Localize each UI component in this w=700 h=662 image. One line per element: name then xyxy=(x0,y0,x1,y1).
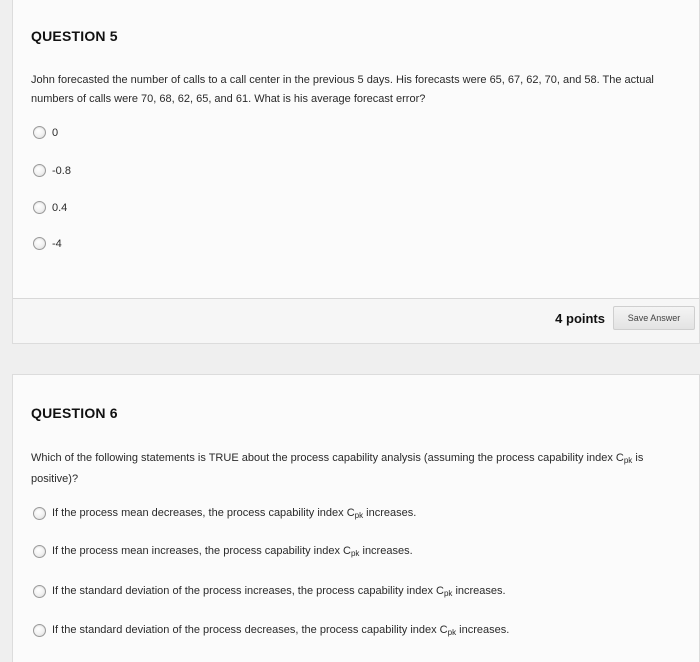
radio-button[interactable] xyxy=(33,237,46,250)
q6-option-1-label: If the process mean decreases, the process capability index $C_{pk}$ increases. xyxy=(52,507,417,520)
question-5-text: John forecasted the number of calls to a call center in the previous 5 days. His forecasts were 65, 67, 62, 70, and 58. The actual numbers of calls were 70, 68, 62, 65, and 61. What is his average forecast error? xyxy=(31,74,654,105)
radio-button[interactable] xyxy=(33,201,46,214)
question-6-text-end: is positive)? xyxy=(31,452,644,485)
question-6-title: QUESTION 6 xyxy=(31,405,118,421)
q5-option-1-label: 0 xyxy=(52,126,59,139)
q6-option-2-label: If the process mean increases, the process capability index $C_{pk}$ increases. xyxy=(52,545,413,558)
q6-option-3-label: If the standard deviation of the process increases, the process capability index $C_{pk}$ increases. xyxy=(52,585,506,598)
radio-button[interactable] xyxy=(33,545,46,558)
q5-option-4-label: -4 xyxy=(52,237,62,250)
q5-option-1[interactable] xyxy=(33,126,58,139)
q5-option-3[interactable] xyxy=(33,201,67,214)
q6-option-1[interactable] xyxy=(33,507,416,520)
question-5-title: QUESTION 5 xyxy=(31,28,118,44)
question-6-text-start: Which of the following statements is TRUE about the process capability analysis (assuming the process capability index C xyxy=(31,452,624,464)
question-6-card xyxy=(12,374,700,662)
save-answer-button[interactable]: Save Answer xyxy=(613,306,695,330)
q6-option-4[interactable] xyxy=(33,624,509,637)
q5-option-2[interactable] xyxy=(33,164,71,177)
q6-option-4-label: If the standard deviation of the process decreases, the process capability index $C_{pk}$ increases. xyxy=(52,624,510,637)
radio-button[interactable] xyxy=(33,585,46,598)
q6-option-2[interactable] xyxy=(33,545,413,558)
radio-button[interactable] xyxy=(33,507,46,520)
radio-button[interactable] xyxy=(33,164,46,177)
question-6-text-subscript: pk xyxy=(623,456,633,465)
radio-button[interactable] xyxy=(33,126,46,139)
q6-option-3[interactable] xyxy=(33,585,506,598)
q5-option-4[interactable] xyxy=(33,237,62,250)
q5-option-2-label: -0.8 xyxy=(52,164,71,177)
question-5-card xyxy=(12,0,700,344)
radio-button[interactable] xyxy=(33,624,46,637)
points-label: 4 points xyxy=(555,311,605,326)
question-6-text xyxy=(31,449,679,489)
q5-option-3-label: 0.4 xyxy=(52,201,68,214)
